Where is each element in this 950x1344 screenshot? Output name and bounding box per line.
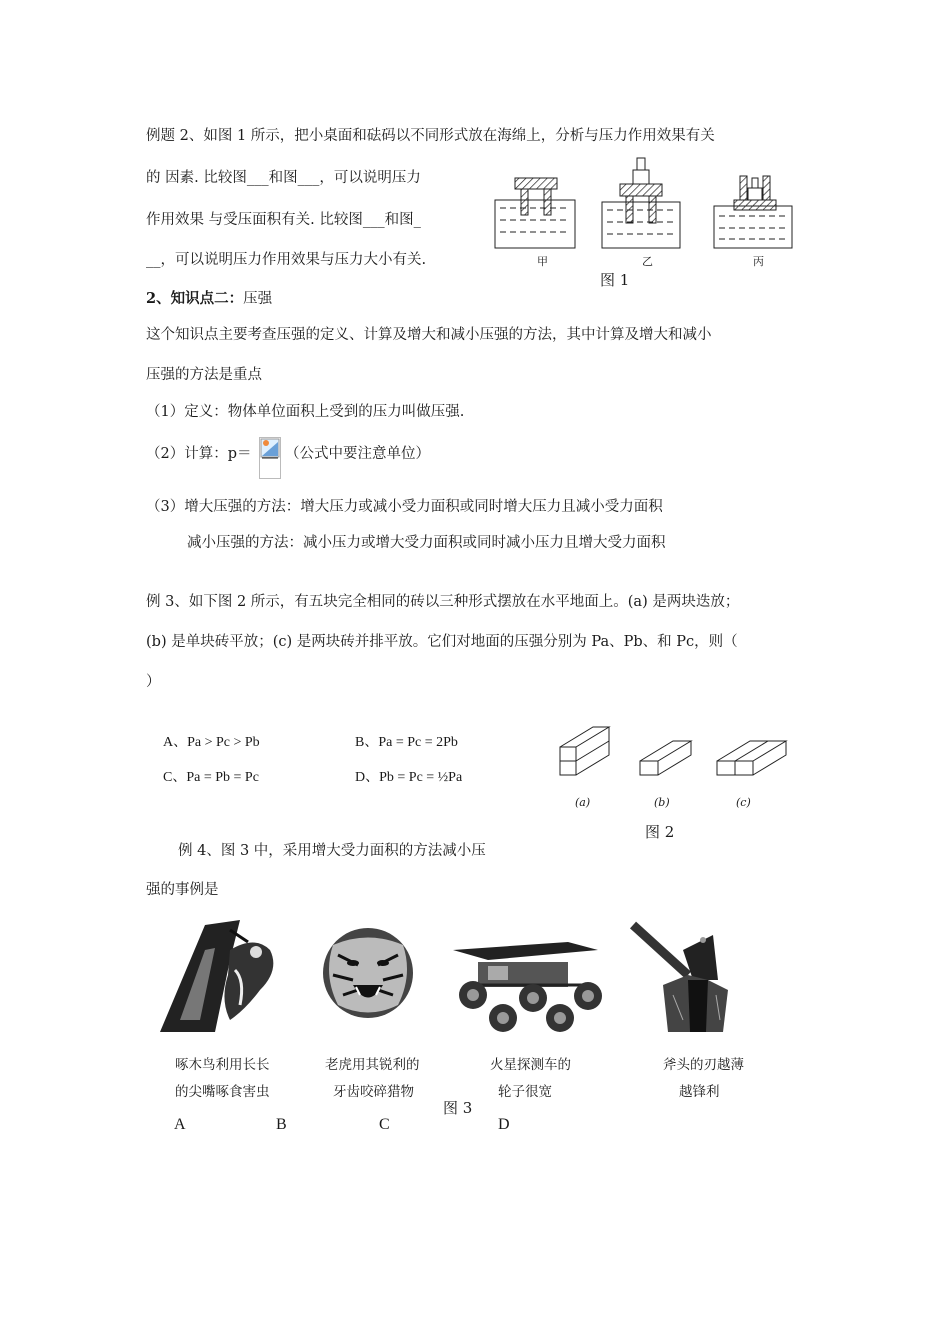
example2-line1: 例题 2、如图 1 所示，把小桌面和砝码以不同形式放在海绵上，分析与压力作用效果有关 <box>146 128 715 144</box>
figure3-letter-a: A <box>174 1116 186 1133</box>
axe-image <box>628 920 743 1035</box>
figure2-label-a: (a) <box>575 796 591 809</box>
example2-line4: __，可以说明压力作用效果与压力大小有关. <box>146 252 427 268</box>
mars-rover-image <box>448 940 608 1035</box>
figure3-caption: 图 3 <box>443 1099 473 1117</box>
section2-heading-title: 压强 <box>243 291 273 307</box>
figure3-caption-a-line2: 的尖嘴啄食害虫 <box>175 1084 270 1100</box>
figure3-caption-a-line1: 啄木鸟利用长长 <box>175 1057 270 1073</box>
example3-line2: (b) 是单块砖平放；(c) 是两块砖并排平放。它们对地面的压强分别为 Pa、Pb、和 Pc，则（ <box>146 634 738 650</box>
example2-line3: 作用效果 与受压面积有关. 比较图___和图_ <box>146 212 421 228</box>
example3-option-b: B、Pa = Pc = 2Pb <box>355 735 458 750</box>
example3-line1: 例 3、如下图 2 所示，有五块完全相同的砖以三种形式摆放在水平地面上。(a) 是两块迭放； <box>146 594 740 610</box>
figure1-label-yi: 乙 <box>642 255 653 268</box>
figure2-bricks <box>555 722 795 792</box>
figure2-brick-a <box>560 727 609 775</box>
section2-heading <box>146 289 272 309</box>
example4-line1: 例 4、图 3 中，采用增大受力面积的方法减小压 <box>178 843 486 859</box>
section2-intro-line1: 这个知识点主要考查压强的定义、计算及增大和减小压强的方法，其中计算及增大和减小 <box>146 327 712 343</box>
figure1-label-jia: 甲 <box>537 255 548 268</box>
section2-intro-line2: 压强的方法是重点 <box>146 367 262 383</box>
figure3-caption-c-line2: 轮子很宽 <box>498 1084 552 1100</box>
figure1-jia <box>495 178 575 248</box>
figure3-letter-c: C <box>379 1116 390 1133</box>
figure1-caption: 图 1 <box>600 271 630 289</box>
figure2-label-c: (c) <box>736 796 751 809</box>
tiger-image <box>318 925 418 1020</box>
figure3-caption-b-line1: 老虎用其锐利的 <box>325 1057 420 1073</box>
figure3-letter-d: D <box>498 1116 510 1133</box>
section2-increase-methods: （3）增大压强的方法：增大压力或减小受力面积或同时增大压力且减小受力面积 <box>146 499 663 515</box>
figure2-brick-b <box>640 741 691 775</box>
formula-image <box>259 437 281 479</box>
figure3-caption-c-line1: 火星探测车的 <box>490 1057 571 1073</box>
figure1-label-bing: 丙 <box>753 255 764 268</box>
woodpecker-image <box>160 920 285 1032</box>
figure3-letter-b: B <box>276 1116 287 1133</box>
section2-definition: （1）定义：物体单位面积上受到的压力叫做压强. <box>146 404 465 420</box>
figure2-brick-c <box>717 741 786 775</box>
figure1-yi <box>602 158 680 248</box>
example3-option-c: C、Pa = Pb = Pc <box>163 770 259 785</box>
figure2-label-b: (b) <box>654 796 670 809</box>
figure2-caption: 图 2 <box>645 823 675 841</box>
example3-option-a: A、Pa > Pc > Pb <box>163 735 260 750</box>
section2-formula-suffix: （公式中要注意单位） <box>285 446 430 462</box>
example3-line3: ） <box>146 674 161 690</box>
figure3-caption-d-line2: 越锋利 <box>679 1084 720 1100</box>
section2-decrease-methods: 减小压强的方法：减小压力或增大受力面积或同时减小压力且增大受力面积 <box>187 535 666 551</box>
section2-heading-number: 2、知识点二： <box>146 290 244 307</box>
section2-formula-prefix: （2）计算：p＝ <box>146 446 252 462</box>
figure1-bing <box>714 176 792 248</box>
figure3-caption-b-line2: 牙齿咬碎猎物 <box>333 1084 414 1100</box>
example3-option-d: D、Pb = Pc = ½Pa <box>355 770 463 785</box>
figure3-caption-d-line1: 斧头的刃越薄 <box>663 1057 744 1073</box>
example4-line2: 强的事例是 <box>146 882 219 898</box>
example2-line2: 的 因素. 比较图___和图___，可以说明压力 <box>146 170 421 186</box>
